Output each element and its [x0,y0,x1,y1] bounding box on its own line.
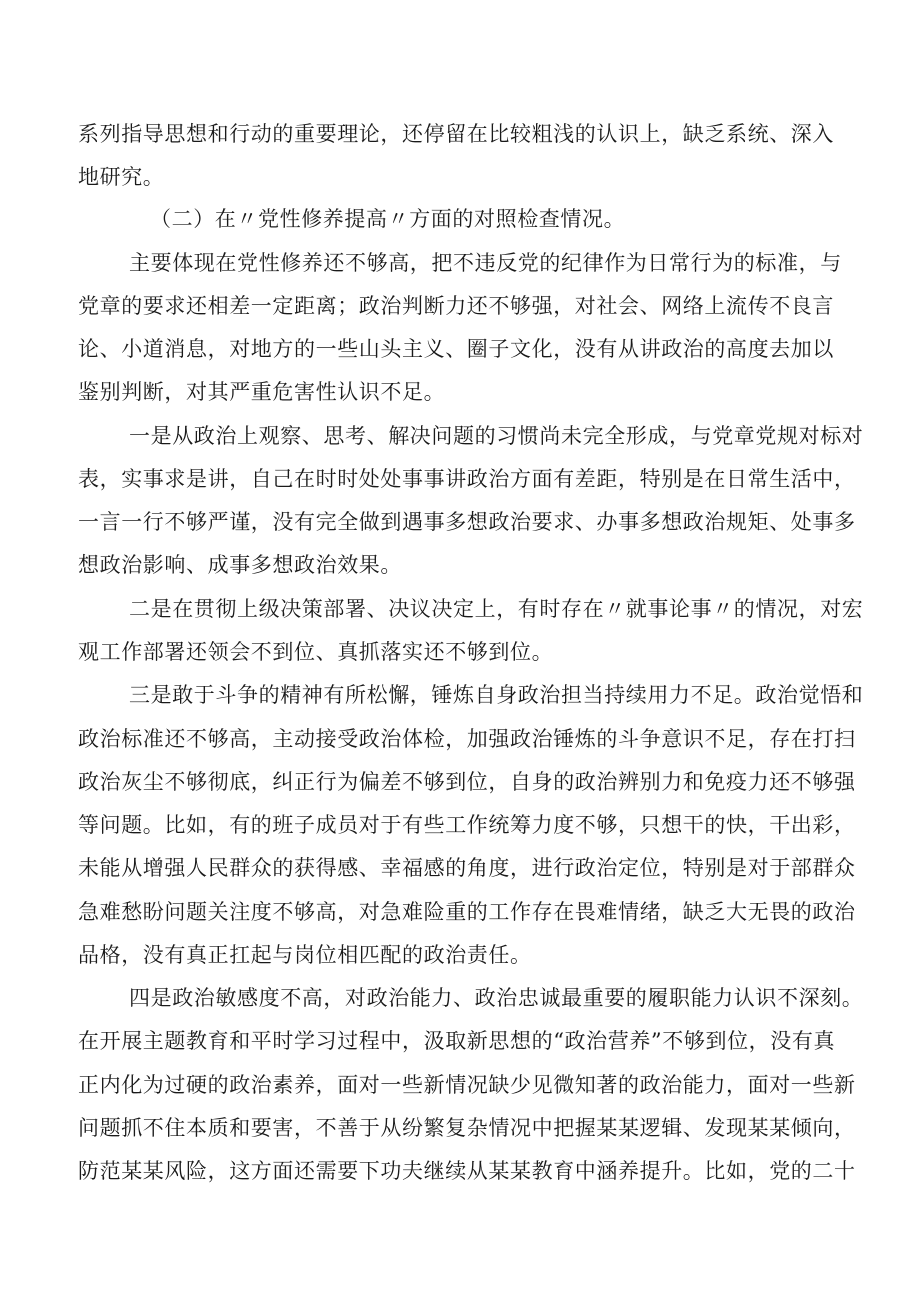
paragraph-line: 想政治影响、成事多想政治效果。 [78,553,402,577]
paragraph-line: 品格，没有真正扛起与岗位相匹配的政治责任。 [78,943,532,967]
paragraph-line: 论、小道消息，对地方的一些山头主义、圈子文化，没有从讲政治的高度去加以 [78,337,834,361]
paragraph-line: 政治灰尘不够彻底，纠正行为偏差不够到位，自身的政治辨别力和免疫力还不够强 [78,770,856,794]
paragraph-line: 表，实事求是讲，自己在时时处处事事讲政治方面有差距，特别是在日常生活中， [78,467,856,491]
paragraph-line: 一言一行不够严谨，没有完全做到遇事多想政治要求、办事多想政治规矩、处事多 [78,510,856,534]
paragraph-line: 三是敢于斗争的精神有所松懈，锤炼自身政治担当持续用力不足。政治觉悟和 [129,683,864,707]
paragraph-line: 一是从政治上观察、思考、解决问题的习惯尚未完全形成，与党章党规对标对 [129,424,864,448]
paragraph-line: 二是在贯彻上级决策部署、决议决定上，有时存在〃就事论事〃的情况，对宏 [129,597,864,621]
paragraph-line: 观工作部署还领会不到位、真抓落实还不够到位。 [78,640,554,664]
paragraph-line: 政治标准还不够高，主动接受政治体检，加强政治锤炼的斗争意识不足，存在打扫 [78,727,856,751]
section-heading: （二）在〃党性修养提高〃方面的对照检查情况。 [150,207,626,231]
paragraph-line: 主要体现在党性修养还不够高，把不违反党的纪律作为日常行为的标准，与 [129,251,842,275]
paragraph-line: 正内化为过硬的政治素养，面对一些新情况缺少见微知著的政治能力，面对一些新 [78,1073,856,1097]
paragraph-line: 问题抓不住本质和要害，不善于从纷繁复杂情况中把握某某逻辑、发现某某倾向， [78,1116,856,1140]
paragraph-line: 地研究。 [78,165,165,189]
paragraph-line: 鉴别判断，对其严重危害性认识不足。 [78,380,446,404]
paragraph-line: 防范某某风险，这方面还需要下功夫继续从某某教育中涵养提升。比如，党的二十 [78,1159,856,1183]
paragraph-line: 急难愁盼问题关注度不够高，对急难险重的工作存在畏难情绪，缺乏大无畏的政治 [78,900,856,924]
paragraph-line: 在开展主题教育和平时学习过程中，汲取新思想的“政治营养”不够到位，没有真 [78,1029,836,1053]
paragraph-line: 四是政治敏感度不高，对政治能力、政治忠诚最重要的履职能力认识不深刻。 [129,986,864,1010]
paragraph-line: 系列指导思想和行动的重要理论，还停留在比较粗浅的认识上，缺乏系统、深入 [78,122,834,146]
paragraph-line: 等问题。比如，有的班子成员对于有些工作统筹力度不够，只想干的快，干出彩， [78,813,856,837]
paragraph-line: 党章的要求还相差一定距离；政治判断力还不够强，对社会、网络上流传不良言 [78,294,834,318]
paragraph-line: 未能从增强人民群众的获得感、幸福感的角度，进行政治定位，特别是对于部群众 [78,856,856,880]
